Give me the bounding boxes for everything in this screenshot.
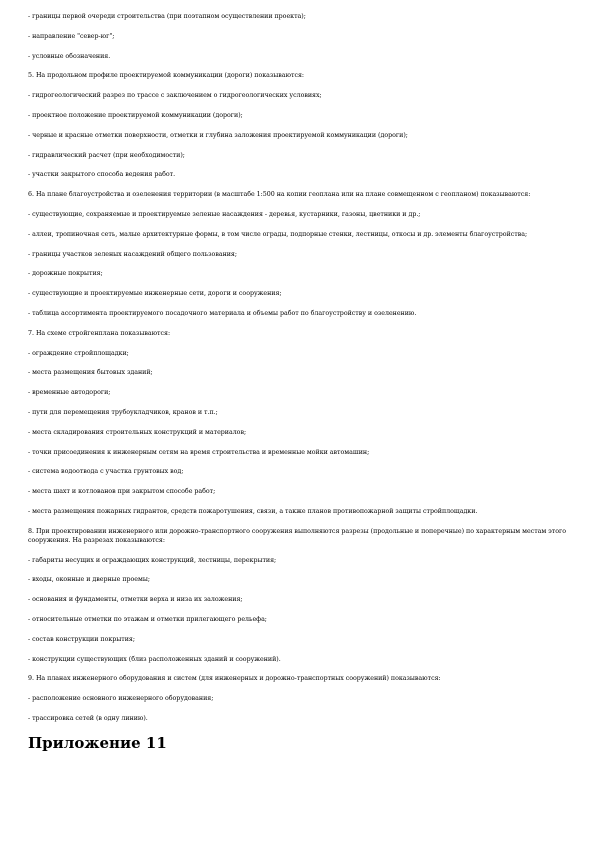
text-line: - состав конструкции покрытия; <box>28 635 135 643</box>
text-line: - черные и красные отметки поверхности, отметки и глубина заложения проектируемой коммуникации (дороги); <box>28 131 408 139</box>
appendix-heading: Приложение 11 <box>28 733 167 752</box>
text-line: - участки закрытого способа ведения работ. <box>28 171 176 179</box>
text-line: 8. При проектировании инженерного или дорожно-транспортного сооружения выполняются разрезы (продольные и поперечные) по характерным местам этого сооружения. На разрезах показываются: <box>28 527 567 544</box>
text-line: - проектное положение проектируемой коммуникации (дороги); <box>28 111 243 119</box>
text-line: - временные автодороги; <box>28 389 111 397</box>
text-line: - гидравлический расчет (при необходимости); <box>28 151 185 159</box>
text-line: - относительные отметки по этажам и отметки прилегающего рельефа; <box>28 615 267 623</box>
text-line: 9. На планах инженерного оборудования и систем (для инженерных и дорожно-транспортных сооружений) показываются: <box>28 675 441 683</box>
text-line: 7. На схеме стройгенплана показываются: <box>28 329 171 337</box>
text-line: - расположение основного инженерного оборудования; <box>28 695 214 703</box>
text-line: - существующие и проектируемые инженерные сети, дороги и сооружения; <box>28 290 282 298</box>
text-line: - места шахт и котлованов при закрытом способе работ; <box>28 488 216 496</box>
text-line: - существующие, сохраняемые и проектируемые зеленые насаждения - деревья, кустарники, газоны, цветники и др.; <box>28 210 421 218</box>
text-line: - входы, оконные и дверные проемы; <box>28 576 150 584</box>
text-line: 6. На плане благоустройства и озеленения территории (в масштабе 1:500 на копии геоплана или на плане совмещенном с геопланом) показываются: <box>28 191 531 199</box>
text-line: - дорожные покрытия; <box>28 270 103 278</box>
text-line: - направление "север-юг"; <box>28 32 115 40</box>
text-line: - основания и фундаменты, отметки верха и низа их заложения; <box>28 596 243 604</box>
text-line: - места размещения бытовых зданий; <box>28 369 153 377</box>
text-line: - пути для перемещения трубоукладчиков, кранов и т.п.; <box>28 408 218 416</box>
text-line: - места размещения пожарных гидрантов, средств пожаротушения, связи, а также планов противопожарной защиты стройплощадки. <box>28 507 478 515</box>
text-line: - аллеи, тропиночная сеть, малые архитектурные формы, в том числе ограды, подпорные стенки, лестницы, откосы и др. элементы благоустройства; <box>28 230 528 238</box>
text-line: - гидрогеологический разрез по трассе с заключением о гидрогеологических условиях; <box>28 92 322 100</box>
text-line: - габариты несущих и ограждающих конструкций, лестницы, перекрытия; <box>28 556 277 564</box>
text-line: - границы первой очереди строительства (при поэтапном осуществлении проекта); <box>28 13 306 20</box>
text-line: - границы участков зеленых насаждений общего пользования; <box>28 250 237 258</box>
text-line: - система водоотвода с участка грунтовых вод; <box>28 468 184 476</box>
text-line: - таблица ассортимента проектируемого посадочного материала и объемы работ по благоустройству и озеленению. <box>28 309 417 317</box>
text-line: 5. На продольном профиле проектируемой коммуникации (дороги) показываются: <box>28 72 305 80</box>
document-body <box>28 12 567 723</box>
text-line: - трассировка сетей (в одну линию). <box>28 714 148 722</box>
text-line: - ограждение стройплощадки; <box>28 349 129 357</box>
text-line: - места складирования строительных конструкций и материалов; <box>28 428 247 436</box>
text-line: - условные обозначения. <box>28 52 111 60</box>
text-line: - точки присоединения к инженерным сетям на время строительства и временные мойки автомашин; <box>28 448 370 456</box>
text-line: - конструкции существующих (близ расположенных зданий и сооружений). <box>28 655 281 663</box>
